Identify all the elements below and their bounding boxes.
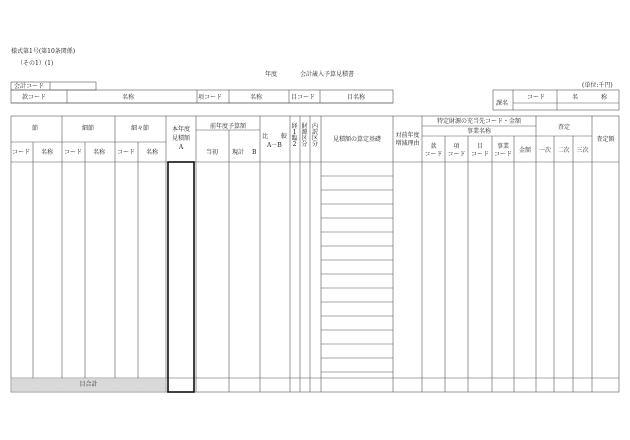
jigyou-code-sub: コード: [493, 151, 512, 158]
unit-label: (単位:千円): [582, 82, 613, 89]
kiso-header: 見積額の算定基礎: [332, 136, 381, 143]
setsu-name-header: 名称: [41, 149, 54, 156]
satei-gaku-header: 査定額: [596, 136, 615, 143]
satei-header: 査定: [557, 124, 570, 131]
kan-code-sub: コード: [424, 151, 443, 158]
niji-header: 二次: [557, 147, 570, 154]
kou-header: 項: [453, 143, 460, 150]
setsu-header: 節: [32, 125, 39, 132]
setsu-code-header: コード: [12, 149, 31, 156]
hi-header: 比: [262, 133, 269, 140]
section-name-1: 名: [572, 94, 579, 101]
kou-name-label: 名称: [250, 94, 263, 101]
saisetsu-code-header: コード: [64, 149, 83, 156]
section-code-label: コード: [527, 94, 546, 101]
zaigen-header: 財源区分: [301, 123, 308, 148]
kan-name-label: 名称: [122, 94, 135, 101]
naiyaku-header: 内訳区分: [311, 123, 318, 148]
kou-code-label: 項コード: [198, 94, 223, 101]
section-name-label: 課名: [496, 100, 509, 107]
ichiji-header: 一次: [538, 147, 551, 154]
moku-code-label: 目コード: [291, 94, 316, 101]
moku-code-sub: コード: [470, 151, 489, 158]
saisaisetsu-name-header: 名称: [146, 149, 159, 156]
tokutei-header: 特定財源の充当先コード・金額: [436, 118, 521, 125]
kan-code-label: 款コード: [22, 94, 47, 101]
form-title: 会計歳入予算見積書: [300, 71, 355, 78]
fiscal-year-label: 年度: [265, 71, 278, 78]
saisaisetsu-header: 細々節: [131, 125, 150, 132]
a-minus-b-header: A－B: [267, 142, 282, 149]
moku-header: 目: [476, 143, 483, 150]
b-marker: B: [252, 149, 257, 156]
sub-number: （その1）(1): [17, 60, 54, 67]
saisetsu-header: 細節: [82, 125, 95, 132]
kingaku-header: 金額: [518, 147, 531, 154]
kaku-header: 較: [281, 133, 288, 140]
sanji-header: 三次: [576, 147, 589, 154]
form-number: 様式第1号(第10条関係): [11, 48, 76, 55]
kou-code-sub: コード: [447, 151, 466, 158]
jigyou-meisho-header: 事業名称: [466, 128, 491, 135]
zougen-header: 増減理由: [395, 140, 420, 147]
saisetsu-name-header: 名称: [93, 149, 106, 156]
section-name-2: 称: [601, 94, 608, 101]
taizennendo-header: 対前年度: [395, 132, 420, 139]
zennendo-header: 前年度予算額: [209, 123, 246, 130]
account-code-label: 会計コード: [14, 83, 45, 90]
moku-total-label: 目合計: [79, 381, 98, 388]
saisaisetsu-code-header: コード: [117, 149, 136, 156]
jigyou-header: 事業: [496, 143, 509, 150]
keihi-header: 経1臨2: [291, 123, 298, 148]
mitsumorigaku-header: 見積額: [171, 135, 190, 142]
tousho-header: 当初: [206, 149, 219, 156]
kan-header: 款: [430, 143, 437, 150]
genkei-header: 現計: [232, 149, 245, 156]
a-marker: A: [178, 144, 184, 151]
honnendo-header: 本年度: [171, 126, 190, 133]
moku-name-label: 目名称: [347, 94, 366, 101]
